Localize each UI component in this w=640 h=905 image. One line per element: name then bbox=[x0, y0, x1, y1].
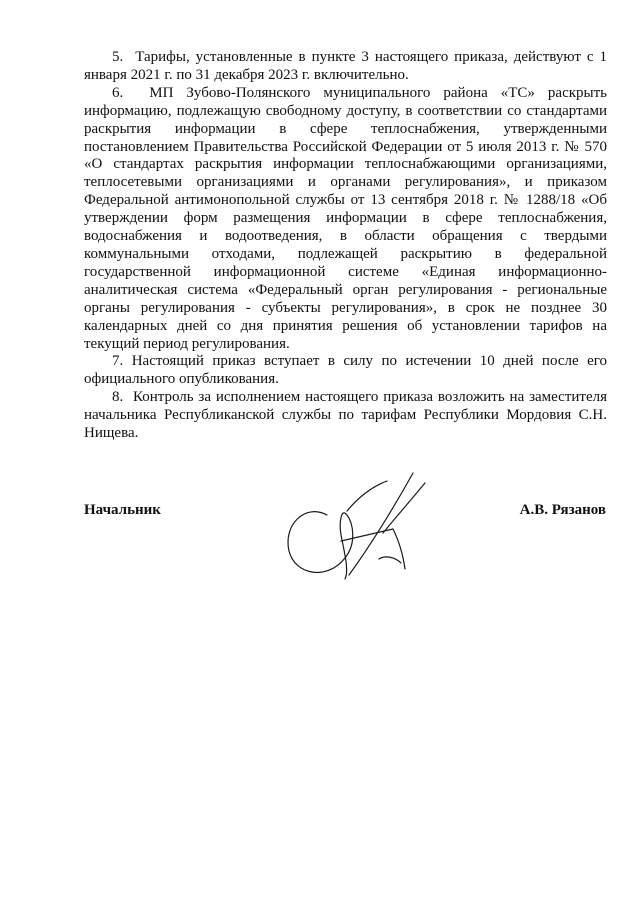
signatory-title: Начальник bbox=[84, 502, 161, 518]
paragraph-text: Контроль за исполнением настоящего приказа возложить на заместителя начальника Республиканской службы по тарифам Республики Мордовия С.Н. Нищева. bbox=[84, 389, 608, 442]
paragraph-5 bbox=[84, 49, 607, 85]
paragraph-number: 8. bbox=[112, 389, 124, 406]
paragraph-8 bbox=[84, 389, 607, 443]
paragraph-number: 6. bbox=[112, 84, 124, 101]
paragraph-text: МП Зубово-Полянского муниципального района «ТС» раскрыть информацию, подлежащую свободному доступу, в соответствии со стандартами раскрытия информации в сфере теплоснабжения, утвержденными постановлением Правительства Российской Федерации от 5 июля 2013 г. № 570 «О стандартах раскрытия информации теплоснабжающими организациями, теплосетевыми организациями и органами регулирования», и приказом Федеральной антимонопольной службы от 13 сентября 2018 г. № 1288/18 «Об утверждении форм размещения информации в сфере теплоснабжения, водоснабжения и водоотведения, в области обращения с твердыми коммунальными отходами, подлежащей раскрытию в федеральной государственной информационной системе «Единая информационно-аналитическая система «Федеральный орган регулирования - региональные органы регулирования - субъекты регулирования», в срок не позднее 30 календарных дней со дня принятия решения об установлении тарифов на текущий период регулирования. bbox=[84, 84, 607, 352]
paragraph-number: 7. bbox=[112, 353, 124, 370]
paragraph-text: Тарифы, установленные в пункте 3 настоящего приказа, действуют с 1 января 2021 г. по 31 декабря 2023 г. включительно. bbox=[84, 49, 607, 83]
paragraph-text: Настоящий приказ вступает в силу по истечении 10 дней после его официального опубликования. bbox=[84, 353, 608, 388]
paragraph-7 bbox=[84, 353, 607, 389]
paragraph-6 bbox=[84, 85, 607, 354]
signatory-name: А.В. Рязанов bbox=[519, 502, 606, 518]
paragraph-number: 5. bbox=[112, 49, 124, 65]
document-body bbox=[84, 49, 607, 443]
handwritten-signature bbox=[275, 463, 445, 588]
